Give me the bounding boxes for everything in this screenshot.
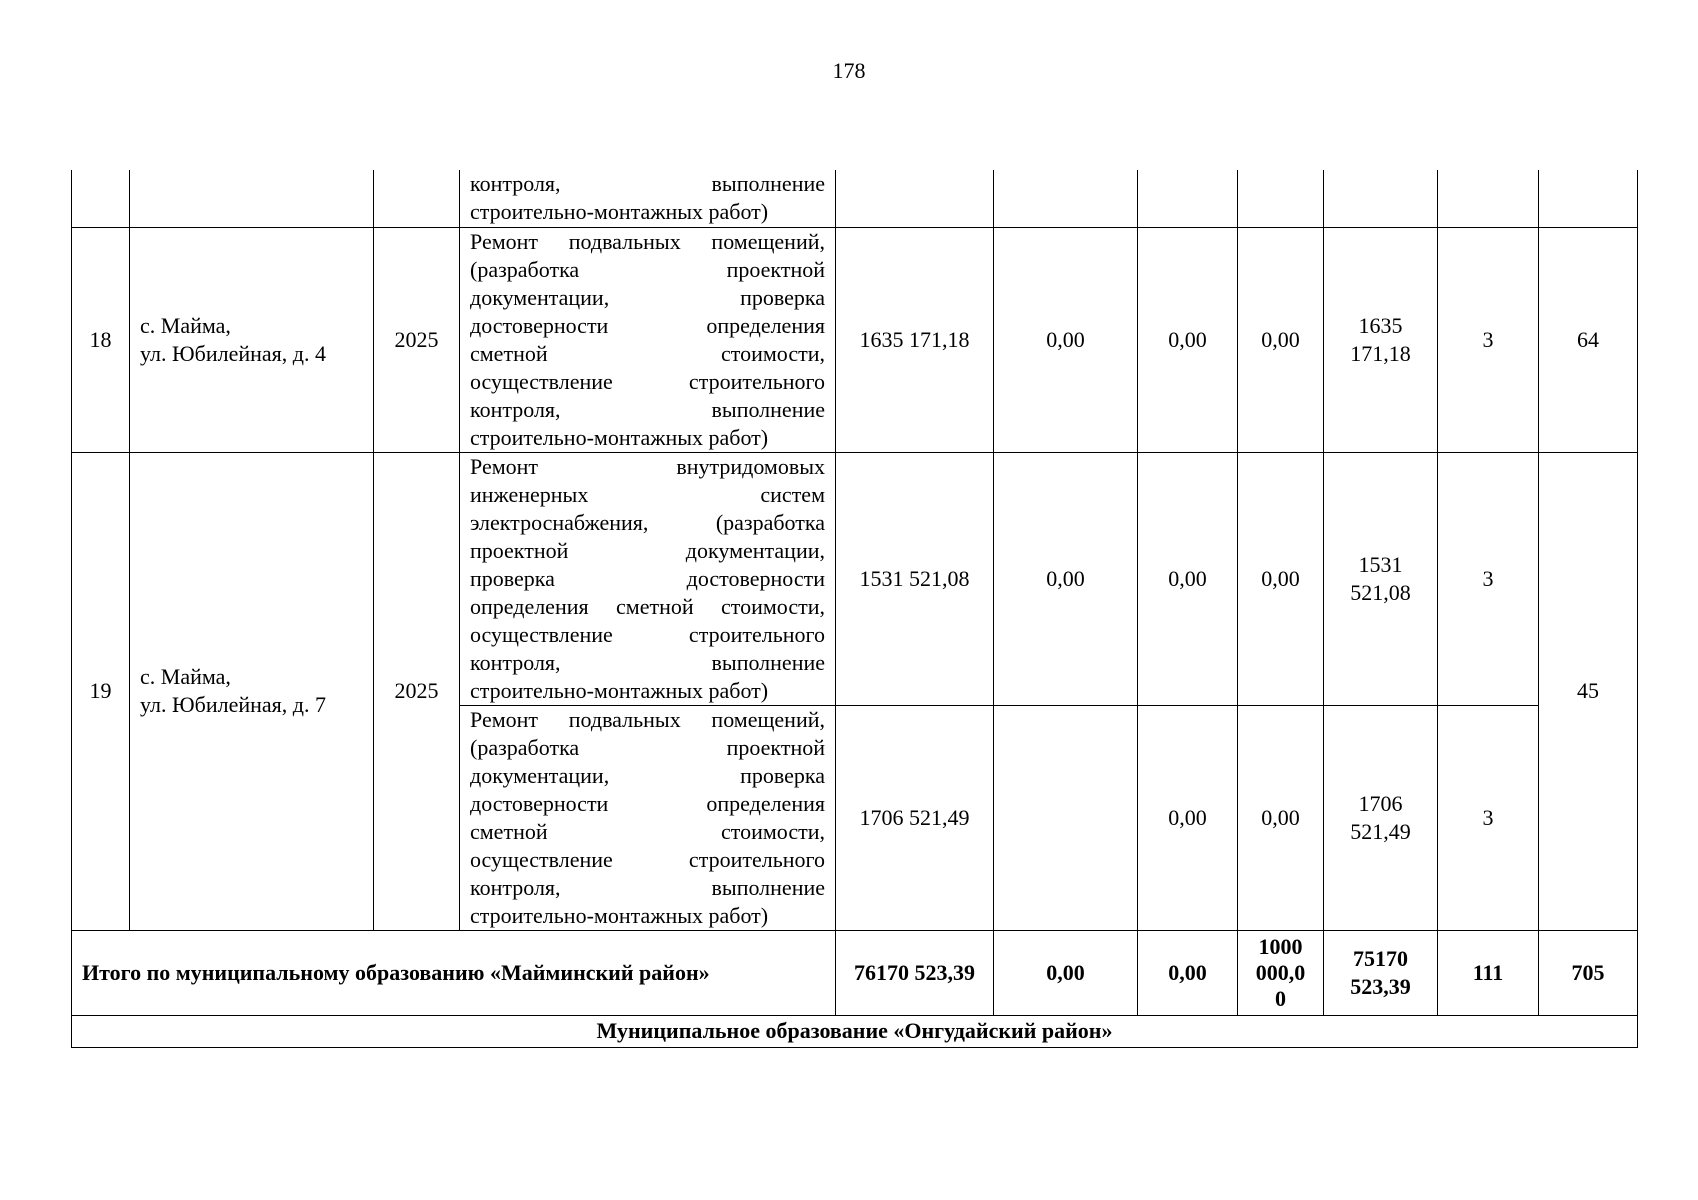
page-number: 178	[832, 58, 866, 83]
value-2: 0,00	[1138, 705, 1238, 930]
table-row-section	[72, 1015, 1638, 1047]
work-description: Ремонт внутридомовых инженерных систем электроснабжения, (разработка проектной документации, проверка достоверности определения сметной стоимости, осуществление строительного контроля, выполнение строительно-монтажных работ)	[460, 452, 836, 705]
term: 3	[1438, 705, 1539, 930]
year: 2025	[374, 227, 460, 452]
work-description: Ремонт подвальных помещений, (разработка проектной документации, проверка достоверности определения сметной стоимости, осуществление строительного контроля, выполнение строительно-монтажных работ)	[460, 227, 836, 452]
data-table	[71, 170, 1638, 1048]
table-row-continuation	[72, 170, 1638, 227]
value-2: 0,00	[1138, 227, 1238, 452]
last-value: 705	[1539, 930, 1638, 1015]
value-3: 1000 000,0 0	[1238, 930, 1324, 1015]
total-cost: 1706 521,49	[836, 705, 994, 930]
work-description: контроля, выполнение строительно-монтажных работ)	[460, 170, 836, 227]
total-cost: 76170 523,39	[836, 930, 994, 1015]
value-2: 0,00	[1138, 930, 1238, 1015]
work-description: Ремонт подвальных помещений, (разработка проектной документации, проверка достоверности определения сметной стоимости, осуществление строительного контроля, выполнение строительно-монтажных работ)	[460, 705, 836, 930]
term: 3	[1438, 452, 1539, 705]
value-1: 0,00	[994, 930, 1138, 1015]
address: с. Майма, ул. Юбилейная, д. 4	[130, 227, 374, 452]
section-title: Муниципальное образование «Онгудайский район»	[72, 1015, 1638, 1047]
term: 111	[1438, 930, 1539, 1015]
year: 2025	[374, 452, 460, 930]
value-4: 1531 521,08	[1324, 452, 1438, 705]
value-3: 0,00	[1238, 705, 1324, 930]
last-value: 64	[1539, 227, 1638, 452]
last-value: 45	[1539, 452, 1638, 930]
value-1: 0,00	[994, 452, 1138, 705]
address: с. Майма, ул. Юбилейная, д. 7	[130, 452, 374, 930]
value-4: 75170 523,39	[1324, 930, 1438, 1015]
value-1	[994, 705, 1138, 930]
value-3: 0,00	[1238, 452, 1324, 705]
total-cost: 1635 171,18	[836, 227, 994, 452]
row-number: 19	[72, 452, 130, 930]
table-row-19	[72, 452, 1638, 705]
table-row-18	[72, 227, 1638, 452]
value-4: 1706 521,49	[1324, 705, 1438, 930]
table-row-total	[72, 930, 1638, 1015]
value-3: 0,00	[1238, 227, 1324, 452]
value-2: 0,00	[1138, 452, 1238, 705]
total-cost: 1531 521,08	[836, 452, 994, 705]
value-1: 0,00	[994, 227, 1138, 452]
value-4: 1635 171,18	[1324, 227, 1438, 452]
total-label: Итого по муниципальному образованию «Майминский район»	[72, 930, 836, 1015]
term: 3	[1438, 227, 1539, 452]
row-number: 18	[72, 227, 130, 452]
